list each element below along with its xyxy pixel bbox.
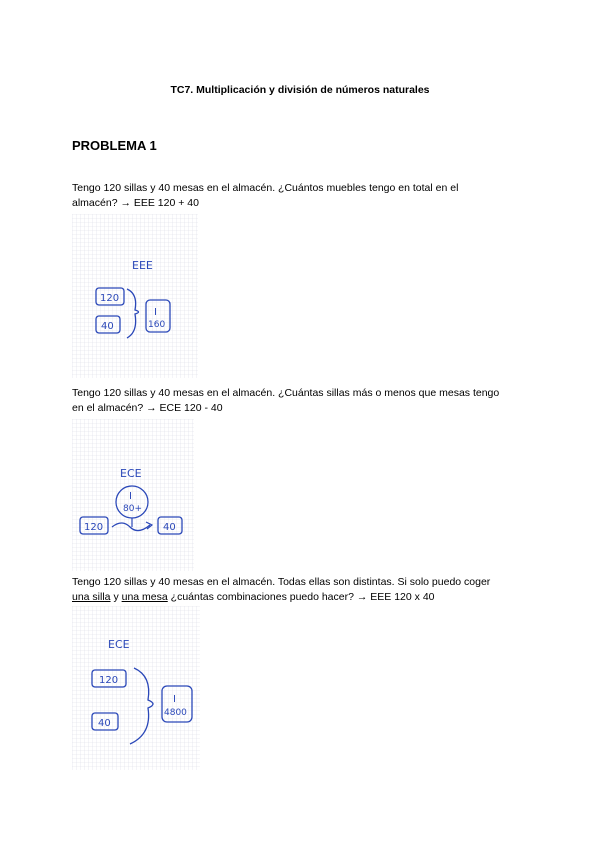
sketch-b-box2-value: 40 [163,522,176,533]
grid-paper [72,419,194,571]
problem-c-text [72,575,532,605]
sketch-c-result-value: 4800 [164,708,187,718]
problem-b-line1: Tengo 120 sillas y 40 mesas en el almacén. ¿Cuántas sillas más o menos que mesas tengo [72,387,500,399]
sketch-c-box2-value: 40 [98,718,111,729]
sketch-a-result-value: 160 [148,320,166,330]
sketch-a-box2-value: 40 [101,321,114,332]
document-title: TC7. Multiplicación y división de números naturales [170,84,430,96]
sketch-b-circle-letter: I [129,491,132,502]
sketch-a-result-letter: I [154,307,157,318]
grid-paper [72,606,200,770]
problem-a-line1: Tengo 120 sillas y 40 mesas en el almacén. ¿Cuántos muebles tengo en total en el [72,182,459,194]
sketch-c [72,606,200,770]
underlined-phrase-mesa: una mesa [121,591,168,603]
problem-b-text [72,386,532,416]
sketch-c-label: ECE [108,638,130,651]
underlined-phrase-silla: una silla [72,591,111,603]
sketch-a-box1-value: 120 [100,293,120,304]
problem-c-line1: Tengo 120 sillas y 40 mesas en el almacén. Todas ellas son distintas. Si solo puedo coger [72,576,491,588]
problem-c-line2-mid: y [110,591,122,603]
grid-paper [72,214,198,378]
problem-b-line2: en el almacén? → ECE 120 - 40 [72,402,223,414]
problem-heading: PROBLEMA 1 [72,138,157,153]
sketch-a [72,214,198,378]
sketch-b-box1-value: 120 [84,522,104,533]
problem-a-text [72,181,532,211]
sketch-a-label: EEE [132,259,153,272]
sketch-b-circle-value: 80+ [123,504,142,514]
sketch-b [72,419,194,571]
problem-c-line2 [72,590,532,605]
problem-a-line2: almacén? → EEE 120 + 40 [72,197,199,209]
sketch-c-box1-value: 120 [99,675,119,686]
sketch-b-label: ECE [120,467,142,480]
sketch-c-result-letter: I [173,694,176,705]
problem-c-line2-rest: ¿cuántas combinaciones puedo hacer? → EEE 120 x 40 [167,591,435,603]
